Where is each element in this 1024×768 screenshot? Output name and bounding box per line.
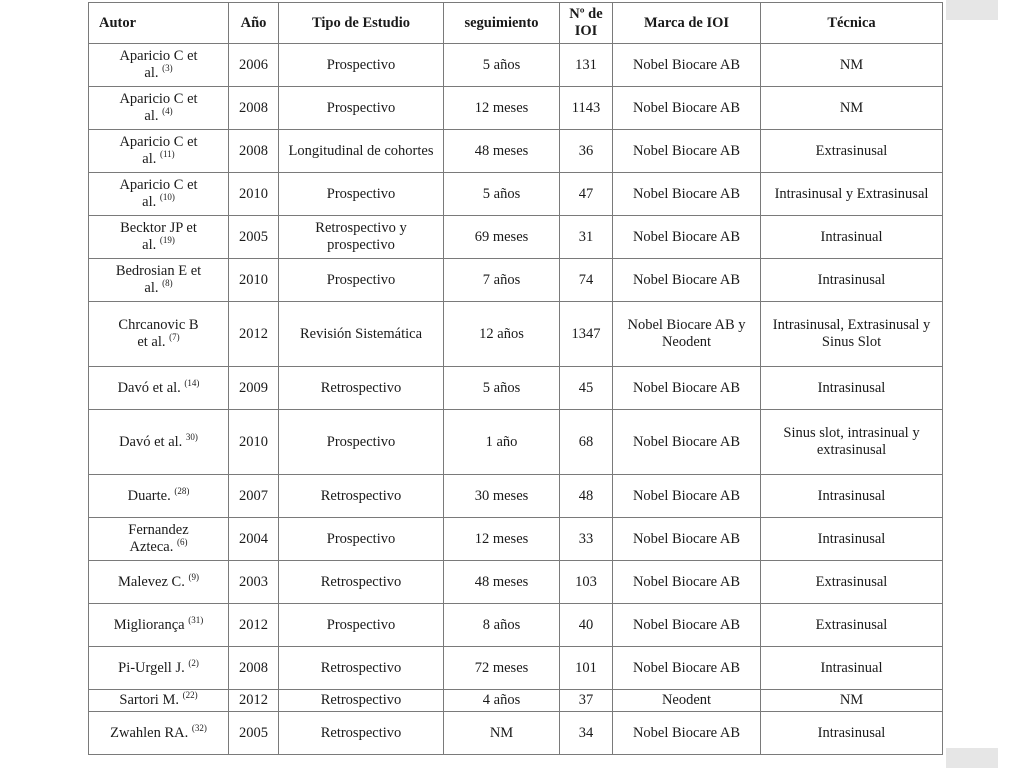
- autor-name: Sartori M.: [119, 692, 179, 708]
- cell-marca-ioi: Nobel Biocare AB y Neodent: [613, 302, 761, 367]
- cell-n-ioi: 45: [560, 367, 613, 410]
- cell-tipo-estudio: Prospectivo: [279, 518, 444, 561]
- autor-name: Davó et al.: [117, 379, 181, 396]
- cell-n-ioi: 1143: [560, 87, 613, 130]
- autor-name-cont: Azteca.: [129, 539, 174, 555]
- cell-marca-ioi: Nobel Biocare AB: [613, 410, 761, 475]
- table-row: [89, 690, 943, 712]
- table-row: [89, 173, 943, 216]
- table-row: [89, 259, 943, 302]
- autor-line-2: [92, 151, 225, 168]
- cell-anio: 2007: [229, 475, 279, 518]
- cell-seguimiento: 69 meses: [444, 216, 560, 259]
- header-autor: Autor: [89, 3, 229, 44]
- cell-marca-ioi: Nobel Biocare AB: [613, 173, 761, 216]
- cell-tipo-estudio: Retrospectivo y prospectivo: [279, 216, 444, 259]
- cell-n-ioi: 48: [560, 475, 613, 518]
- cell-autor: [89, 302, 229, 367]
- cell-tipo-estudio: Retrospectivo: [279, 367, 444, 410]
- autor-name-cont: al.: [142, 151, 157, 167]
- cell-tipo-estudio: Prospectivo: [279, 44, 444, 87]
- autor-name: Davó et al.: [119, 433, 183, 450]
- cell-n-ioi: 131: [560, 44, 613, 87]
- cell-tipo-estudio: Retrospectivo: [279, 647, 444, 690]
- reference-number: (22): [182, 690, 198, 701]
- reference-number: (8): [162, 278, 173, 289]
- cell-tecnica: Intrasinusal: [761, 712, 943, 755]
- autor-name: Bedrosian E et: [115, 263, 202, 279]
- cell-anio: 2003: [229, 561, 279, 604]
- cell-tecnica: Intrasinual: [761, 216, 943, 259]
- cell-autor: [89, 173, 229, 216]
- autor-name-cont: al.: [144, 280, 159, 296]
- cell-n-ioi: 37: [560, 690, 613, 712]
- cell-autor: [89, 647, 229, 690]
- cell-autor: [89, 518, 229, 561]
- autor-name: Aparicio C et: [119, 91, 198, 107]
- cell-tipo-estudio: Retrospectivo: [279, 475, 444, 518]
- autor-line-2: [92, 539, 225, 556]
- cell-seguimiento: 5 años: [444, 44, 560, 87]
- cell-tipo-estudio: Longitudinal de cohortes: [279, 130, 444, 173]
- autor-name: Aparicio C et: [119, 134, 198, 150]
- cell-tipo-estudio: Prospectivo: [279, 410, 444, 475]
- reference-number: (19): [159, 235, 175, 246]
- cell-n-ioi: 1347: [560, 302, 613, 367]
- cell-anio: 2010: [229, 259, 279, 302]
- cell-marca-ioi: Nobel Biocare AB: [613, 87, 761, 130]
- autor-name-cont: al.: [142, 237, 157, 253]
- table-row: [89, 302, 943, 367]
- table-row: [89, 561, 943, 604]
- cell-n-ioi: 68: [560, 410, 613, 475]
- reference-number: 30): [185, 431, 198, 442]
- autor-name-cont: al.: [144, 108, 159, 124]
- cell-tipo-estudio: Retrospectivo: [279, 690, 444, 712]
- cell-seguimiento: 72 meses: [444, 647, 560, 690]
- cell-n-ioi: 103: [560, 561, 613, 604]
- cell-tecnica: Extrasinusal: [761, 561, 943, 604]
- reference-number: (14): [184, 377, 200, 388]
- cell-n-ioi: 74: [560, 259, 613, 302]
- table-row: [89, 410, 943, 475]
- corner-decoration-bottom: [946, 748, 998, 768]
- cell-anio: 2004: [229, 518, 279, 561]
- table-header-row: [89, 3, 943, 44]
- cell-seguimiento: 5 años: [444, 173, 560, 216]
- cell-tecnica: Intrasinusal: [761, 259, 943, 302]
- cell-seguimiento: 8 años: [444, 604, 560, 647]
- cell-seguimiento: 30 meses: [444, 475, 560, 518]
- cell-tecnica: Intrasinual: [761, 647, 943, 690]
- cell-marca-ioi: Nobel Biocare AB: [613, 561, 761, 604]
- header-tipo-estudio: Tipo de Estudio: [279, 3, 444, 44]
- cell-marca-ioi: Nobel Biocare AB: [613, 216, 761, 259]
- cell-anio: 2012: [229, 302, 279, 367]
- cell-n-ioi: 40: [560, 604, 613, 647]
- cell-marca-ioi: Neodent: [613, 690, 761, 712]
- cell-autor: [89, 690, 229, 712]
- cell-anio: 2006: [229, 44, 279, 87]
- autor-name: Fernandez: [128, 522, 189, 538]
- cell-tipo-estudio: Prospectivo: [279, 259, 444, 302]
- reference-number: (6): [177, 537, 188, 548]
- autor-name-cont: et al.: [137, 334, 166, 350]
- cell-anio: 2010: [229, 173, 279, 216]
- cell-anio: 2005: [229, 216, 279, 259]
- cell-anio: 2008: [229, 87, 279, 130]
- cell-marca-ioi: Nobel Biocare AB: [613, 475, 761, 518]
- cell-anio: 2010: [229, 410, 279, 475]
- cell-anio: 2005: [229, 712, 279, 755]
- cell-anio: 2008: [229, 130, 279, 173]
- table-row: [89, 475, 943, 518]
- reference-number: (2): [188, 657, 199, 668]
- autor-name: Duarte.: [127, 487, 171, 504]
- cell-tipo-estudio: Prospectivo: [279, 173, 444, 216]
- cell-seguimiento: 48 meses: [444, 130, 560, 173]
- cell-autor: [89, 216, 229, 259]
- autor-name: Aparicio C et: [119, 48, 198, 64]
- header-seguimiento: seguimiento: [444, 3, 560, 44]
- autor-name-cont: al.: [142, 194, 157, 210]
- reference-number: (32): [191, 722, 207, 733]
- cell-seguimiento: 12 meses: [444, 518, 560, 561]
- table-row: [89, 604, 943, 647]
- cell-n-ioi: 33: [560, 518, 613, 561]
- autor-line-2: [92, 65, 225, 82]
- table-row: [89, 130, 943, 173]
- cell-seguimiento: NM: [444, 712, 560, 755]
- header-tecnica: Técnica: [761, 3, 943, 44]
- studies-table: [88, 2, 943, 755]
- cell-tipo-estudio: Revisión Sistemática: [279, 302, 444, 367]
- cell-tecnica: Intrasinusal, Extrasinusal y Sinus Slot: [761, 302, 943, 367]
- cell-n-ioi: 36: [560, 130, 613, 173]
- cell-tecnica: Sinus slot, intrasinual y extrasinusal: [761, 410, 943, 475]
- cell-anio: 2008: [229, 647, 279, 690]
- cell-tecnica: Intrasinusal: [761, 518, 943, 561]
- cell-n-ioi: 34: [560, 712, 613, 755]
- cell-marca-ioi: Nobel Biocare AB: [613, 518, 761, 561]
- cell-marca-ioi: Nobel Biocare AB: [613, 712, 761, 755]
- cell-marca-ioi: Nobel Biocare AB: [613, 130, 761, 173]
- cell-autor: [89, 475, 229, 518]
- autor-name: Becktor JP et: [120, 220, 197, 236]
- cell-tipo-estudio: Prospectivo: [279, 604, 444, 647]
- cell-seguimiento: 1 año: [444, 410, 560, 475]
- cell-seguimiento: 7 años: [444, 259, 560, 302]
- cell-autor: [89, 87, 229, 130]
- cell-seguimiento: 4 años: [444, 690, 560, 712]
- cell-marca-ioi: Nobel Biocare AB: [613, 259, 761, 302]
- cell-tecnica: NM: [761, 44, 943, 87]
- reference-number: (4): [162, 106, 173, 117]
- autor-name: Pi-Urgell J.: [118, 659, 185, 676]
- cell-autor: [89, 130, 229, 173]
- table-row: [89, 87, 943, 130]
- cell-marca-ioi: Nobel Biocare AB: [613, 647, 761, 690]
- autor-line-2: [92, 280, 225, 297]
- header-anio: Año: [229, 3, 279, 44]
- cell-seguimiento: 12 meses: [444, 87, 560, 130]
- table-row: [89, 44, 943, 87]
- reference-number: (11): [160, 149, 175, 160]
- table-row: [89, 216, 943, 259]
- cell-tecnica: Intrasinusal: [761, 367, 943, 410]
- cell-seguimiento: 5 años: [444, 367, 560, 410]
- autor-line-2: [92, 108, 225, 125]
- cell-seguimiento: 12 años: [444, 302, 560, 367]
- reference-number: (10): [159, 192, 175, 203]
- autor-line-2: [92, 237, 225, 254]
- reference-number: (7): [169, 332, 180, 343]
- autor-line-2: [92, 334, 225, 351]
- cell-tecnica: Intrasinusal y Extrasinusal: [761, 173, 943, 216]
- cell-marca-ioi: Nobel Biocare AB: [613, 604, 761, 647]
- cell-tecnica: Extrasinusal: [761, 604, 943, 647]
- autor-name: Malevez C.: [118, 573, 185, 590]
- cell-anio: 2009: [229, 367, 279, 410]
- cell-autor: [89, 712, 229, 755]
- table-row: [89, 518, 943, 561]
- cell-tipo-estudio: Retrospectivo: [279, 712, 444, 755]
- table-row: [89, 367, 943, 410]
- autor-name: Migliorança: [113, 616, 185, 633]
- autor-name-cont: al.: [144, 65, 159, 81]
- autor-line-2: [92, 194, 225, 211]
- cell-tecnica: NM: [761, 87, 943, 130]
- cell-tipo-estudio: Retrospectivo: [279, 561, 444, 604]
- cell-anio: 2012: [229, 690, 279, 712]
- cell-n-ioi: 31: [560, 216, 613, 259]
- cell-autor: [89, 604, 229, 647]
- cell-marca-ioi: Nobel Biocare AB: [613, 44, 761, 87]
- autor-name: Chrcanovic B: [118, 317, 199, 333]
- studies-table-container: [88, 2, 942, 755]
- reference-number: (9): [188, 571, 199, 582]
- cell-tecnica: Extrasinusal: [761, 130, 943, 173]
- cell-autor: [89, 259, 229, 302]
- cell-autor: [89, 44, 229, 87]
- autor-name: Zwahlen RA.: [110, 724, 189, 741]
- cell-autor: [89, 410, 229, 475]
- cell-marca-ioi: Nobel Biocare AB: [613, 367, 761, 410]
- table-row: [89, 647, 943, 690]
- autor-name: Aparicio C et: [119, 177, 198, 193]
- header-n-ioi: Nº de IOI: [560, 3, 613, 44]
- table-row: [89, 712, 943, 755]
- cell-n-ioi: 101: [560, 647, 613, 690]
- cell-autor: [89, 367, 229, 410]
- cell-n-ioi: 47: [560, 173, 613, 216]
- cell-tecnica: Intrasinusal: [761, 475, 943, 518]
- reference-number: (3): [162, 63, 173, 74]
- cell-tipo-estudio: Prospectivo: [279, 87, 444, 130]
- cell-tecnica: NM: [761, 690, 943, 712]
- reference-number: (31): [188, 614, 204, 625]
- reference-number: (28): [174, 485, 190, 496]
- cell-anio: 2012: [229, 604, 279, 647]
- corner-decoration-top: [946, 0, 998, 20]
- header-marca-ioi: Marca de IOI: [613, 3, 761, 44]
- cell-seguimiento: 48 meses: [444, 561, 560, 604]
- cell-autor: [89, 561, 229, 604]
